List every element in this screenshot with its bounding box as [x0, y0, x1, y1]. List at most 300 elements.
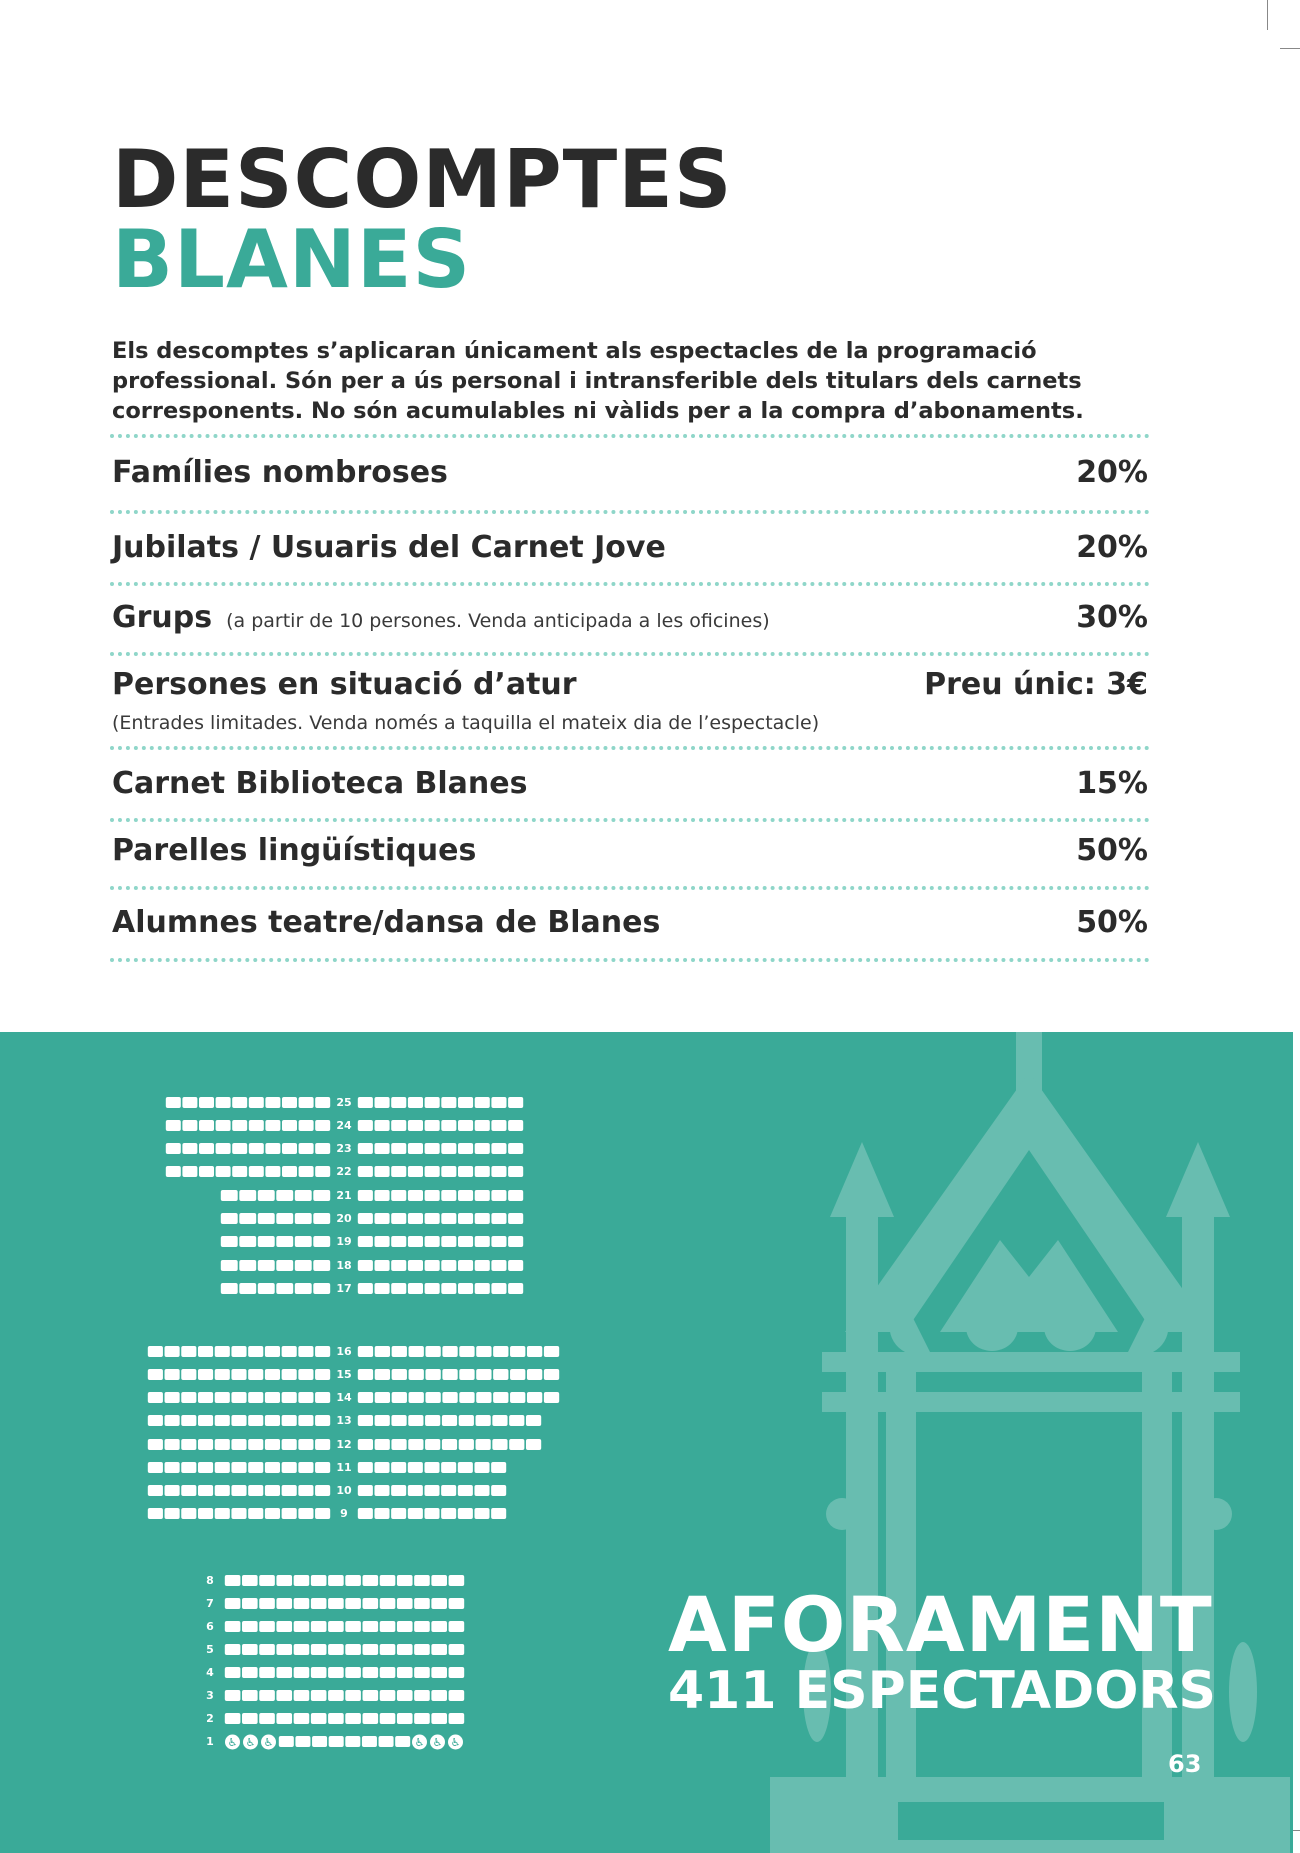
seat	[458, 1190, 473, 1201]
seat	[508, 1097, 523, 1108]
divider	[110, 958, 1150, 962]
seat	[527, 1392, 542, 1403]
seat	[475, 1120, 490, 1131]
seat	[198, 1369, 213, 1380]
seat	[248, 1439, 263, 1450]
seat	[242, 1598, 258, 1609]
seat	[311, 1690, 327, 1701]
row-number: 4	[206, 1666, 214, 1679]
seat	[215, 1462, 230, 1473]
seat	[299, 1143, 314, 1154]
seat	[259, 1598, 275, 1609]
seat	[442, 1415, 457, 1426]
seat	[508, 1260, 523, 1271]
seat	[391, 1120, 406, 1131]
seat	[491, 1485, 506, 1496]
seat	[315, 1120, 330, 1131]
seat	[345, 1621, 361, 1632]
seat	[380, 1575, 396, 1586]
seat	[397, 1713, 413, 1724]
seat	[282, 1508, 297, 1519]
seat	[225, 1644, 241, 1655]
discount-value: 30%	[1076, 600, 1148, 635]
seat	[315, 1392, 330, 1403]
seat	[312, 1736, 327, 1747]
seat	[313, 1236, 330, 1247]
seat	[294, 1598, 310, 1609]
seat	[441, 1190, 456, 1201]
seat	[276, 1283, 293, 1294]
discount-row	[112, 905, 1148, 940]
seat	[509, 1439, 524, 1450]
seat	[232, 1120, 247, 1131]
seat	[491, 1120, 506, 1131]
seat	[265, 1462, 280, 1473]
seat	[221, 1283, 238, 1294]
seat	[425, 1346, 440, 1357]
seat	[510, 1369, 525, 1380]
seat	[311, 1667, 327, 1678]
seat	[476, 1346, 491, 1357]
seat	[397, 1690, 413, 1701]
seat	[239, 1260, 256, 1271]
seat	[258, 1283, 275, 1294]
seat	[475, 1190, 490, 1201]
seat	[392, 1369, 407, 1380]
seat	[313, 1213, 330, 1224]
seat	[425, 1166, 440, 1177]
seat	[458, 1260, 473, 1271]
seat	[294, 1690, 310, 1701]
seat	[508, 1236, 523, 1247]
seat	[198, 1462, 213, 1473]
seat	[358, 1190, 373, 1201]
seat	[358, 1415, 373, 1426]
seat	[231, 1485, 246, 1496]
seat	[425, 1392, 440, 1403]
seat	[242, 1621, 258, 1632]
seat	[527, 1369, 542, 1380]
seat	[374, 1462, 389, 1473]
seat	[345, 1644, 361, 1655]
seat	[225, 1667, 241, 1678]
discount-row	[112, 600, 1148, 635]
seat	[282, 1439, 297, 1450]
seat	[375, 1260, 390, 1271]
seat	[259, 1690, 275, 1701]
seat	[315, 1346, 330, 1357]
seat	[242, 1667, 258, 1678]
seat	[198, 1485, 213, 1496]
seat	[459, 1392, 474, 1403]
seat	[199, 1143, 214, 1154]
seat	[181, 1462, 196, 1473]
seat	[491, 1260, 506, 1271]
seat	[311, 1713, 327, 1724]
row-number: 25	[336, 1096, 352, 1109]
seat	[148, 1346, 163, 1357]
seat	[474, 1508, 489, 1519]
seat	[265, 1508, 280, 1519]
seat	[345, 1713, 361, 1724]
seat	[298, 1439, 313, 1450]
seat	[276, 1621, 292, 1632]
seat	[475, 1097, 490, 1108]
seat	[425, 1120, 440, 1131]
seat	[181, 1439, 196, 1450]
seat	[375, 1346, 390, 1357]
seat	[232, 1166, 247, 1177]
seat	[298, 1415, 313, 1426]
seat	[276, 1260, 293, 1271]
seat	[198, 1392, 213, 1403]
row-number: 12	[336, 1438, 352, 1451]
seat	[232, 1143, 247, 1154]
seat	[315, 1415, 330, 1426]
seat	[491, 1097, 506, 1108]
seat	[358, 1166, 373, 1177]
seat	[408, 1260, 423, 1271]
seat	[475, 1213, 490, 1224]
seat	[510, 1392, 525, 1403]
seat	[363, 1575, 379, 1586]
seat	[231, 1439, 246, 1450]
seat	[449, 1713, 465, 1724]
discount-row	[112, 833, 1148, 868]
seat	[475, 1166, 490, 1177]
seat	[315, 1508, 330, 1519]
seat	[265, 1097, 280, 1108]
seat	[225, 1690, 241, 1701]
seat	[392, 1346, 407, 1357]
seat	[225, 1713, 241, 1724]
seat	[391, 1190, 406, 1201]
seat	[441, 1260, 456, 1271]
seat	[395, 1736, 410, 1747]
seat	[276, 1690, 292, 1701]
seat	[363, 1644, 379, 1655]
seat	[282, 1097, 297, 1108]
discount-value: 50%	[1076, 905, 1148, 940]
seat	[279, 1736, 294, 1747]
seat	[408, 1236, 423, 1247]
seat	[328, 1713, 344, 1724]
seating-map	[0, 1032, 600, 1853]
seat	[249, 1143, 264, 1154]
row-number: 20	[336, 1212, 352, 1225]
discount-row	[112, 667, 1148, 734]
seat	[391, 1236, 406, 1247]
row-number: 14	[336, 1391, 352, 1404]
seat	[508, 1283, 523, 1294]
seat	[282, 1346, 297, 1357]
seat	[276, 1190, 293, 1201]
row-number: 17	[336, 1282, 352, 1295]
seat	[242, 1575, 258, 1586]
seat	[424, 1485, 439, 1496]
divider	[110, 746, 1150, 750]
seat	[231, 1462, 246, 1473]
seat	[414, 1713, 430, 1724]
seat	[425, 1260, 440, 1271]
wheelchair-icon	[412, 1735, 427, 1750]
seat	[298, 1462, 313, 1473]
seat	[397, 1667, 413, 1678]
seat	[259, 1575, 275, 1586]
row-number: 16	[336, 1345, 352, 1358]
seat	[311, 1598, 327, 1609]
seat	[491, 1283, 506, 1294]
seat	[258, 1260, 275, 1271]
seat	[182, 1143, 197, 1154]
seat	[408, 1439, 423, 1450]
seat	[259, 1713, 275, 1724]
row-number: 24	[336, 1119, 352, 1132]
seat	[225, 1598, 241, 1609]
seat	[380, 1713, 396, 1724]
seat	[425, 1213, 440, 1224]
seat	[265, 1346, 280, 1357]
seat	[295, 1190, 312, 1201]
seat	[345, 1690, 361, 1701]
seat	[475, 1260, 490, 1271]
seat	[509, 1415, 524, 1426]
divider	[110, 886, 1150, 890]
seat	[431, 1690, 447, 1701]
seat	[408, 1213, 423, 1224]
seat	[249, 1120, 264, 1131]
seating-panel	[0, 1032, 1293, 1853]
seat	[225, 1575, 241, 1586]
seat	[345, 1575, 361, 1586]
seat	[198, 1346, 213, 1357]
seat	[148, 1508, 163, 1519]
seat	[526, 1439, 541, 1450]
seat	[408, 1120, 423, 1131]
seat	[248, 1369, 263, 1380]
seat	[491, 1508, 506, 1519]
seat	[232, 1097, 247, 1108]
seat	[508, 1120, 523, 1131]
seat	[148, 1439, 163, 1450]
seat	[248, 1415, 263, 1426]
seat	[265, 1415, 280, 1426]
seat	[362, 1736, 377, 1747]
seat	[363, 1667, 379, 1678]
seat	[375, 1439, 390, 1450]
seat	[328, 1575, 344, 1586]
seat	[276, 1236, 293, 1247]
svg-text:♿: ♿	[450, 1736, 461, 1749]
seat	[182, 1120, 197, 1131]
seat	[431, 1667, 447, 1678]
row-number: 13	[336, 1414, 352, 1427]
seat	[431, 1644, 447, 1655]
svg-text:♿: ♿	[245, 1736, 256, 1749]
seat	[375, 1283, 390, 1294]
seat	[491, 1166, 506, 1177]
seat	[449, 1667, 465, 1678]
seat	[298, 1392, 313, 1403]
page-number: 63	[1168, 1750, 1202, 1778]
row-number: 9	[340, 1507, 348, 1520]
seat	[315, 1462, 330, 1473]
row-number: 8	[206, 1574, 214, 1587]
seat	[328, 1644, 344, 1655]
seat	[313, 1283, 330, 1294]
seat	[181, 1415, 196, 1426]
seat	[345, 1598, 361, 1609]
seat	[248, 1392, 263, 1403]
discount-value: 20%	[1076, 530, 1148, 565]
seat	[459, 1346, 474, 1357]
seat	[375, 1166, 390, 1177]
seat	[259, 1621, 275, 1632]
seat	[414, 1667, 430, 1678]
seat	[424, 1508, 439, 1519]
seat	[441, 1143, 456, 1154]
seat	[458, 1120, 473, 1131]
seat	[397, 1575, 413, 1586]
crop-mark-top	[1267, 0, 1268, 30]
wheelchair-icon	[243, 1735, 258, 1750]
seat	[282, 1485, 297, 1496]
seat	[242, 1713, 258, 1724]
row-number: 15	[336, 1368, 352, 1381]
seat	[491, 1213, 506, 1224]
seat	[239, 1213, 256, 1224]
seat	[375, 1213, 390, 1224]
seat	[508, 1190, 523, 1201]
seat	[476, 1415, 491, 1426]
title-line-1: DESCOMPTES	[112, 133, 733, 226]
seat	[425, 1369, 440, 1380]
seat	[276, 1667, 292, 1678]
divider	[110, 510, 1150, 514]
seat	[425, 1283, 440, 1294]
seat	[391, 1462, 406, 1473]
seat	[379, 1736, 394, 1747]
seat	[374, 1485, 389, 1496]
seat	[409, 1346, 424, 1357]
seat	[165, 1369, 180, 1380]
seat	[544, 1392, 559, 1403]
seat	[165, 1392, 180, 1403]
seat	[358, 1260, 373, 1271]
seat	[474, 1462, 489, 1473]
seat	[295, 1236, 312, 1247]
discount-value: 20%	[1076, 455, 1148, 490]
discount-row	[112, 766, 1148, 801]
seat	[181, 1369, 196, 1380]
seat	[375, 1097, 390, 1108]
seat	[148, 1462, 163, 1473]
seat	[181, 1485, 196, 1496]
seat	[491, 1462, 506, 1473]
discount-label: Alumnes teatre/dansa de Blanes	[112, 905, 661, 940]
crop-mark-top-right	[1280, 48, 1300, 49]
seat	[282, 1415, 297, 1426]
seat	[358, 1213, 373, 1224]
seat	[258, 1190, 275, 1201]
seat	[231, 1508, 246, 1519]
seat	[458, 1508, 473, 1519]
seat	[248, 1462, 263, 1473]
seat	[363, 1598, 379, 1609]
seat	[328, 1598, 344, 1609]
seat	[311, 1575, 327, 1586]
seat	[165, 1415, 180, 1426]
seat	[166, 1143, 181, 1154]
seat	[442, 1346, 457, 1357]
seat	[441, 1508, 456, 1519]
seat	[476, 1439, 491, 1450]
seat	[165, 1439, 180, 1450]
seat	[358, 1120, 373, 1131]
seat	[458, 1236, 473, 1247]
row-number: 6	[206, 1620, 214, 1633]
seat	[425, 1415, 440, 1426]
seat	[148, 1485, 163, 1496]
seat	[441, 1166, 456, 1177]
seat	[198, 1508, 213, 1519]
seat	[181, 1346, 196, 1357]
seat	[258, 1213, 275, 1224]
seat	[148, 1392, 163, 1403]
seat	[165, 1346, 180, 1357]
seat	[408, 1166, 423, 1177]
seat	[491, 1143, 506, 1154]
seat	[295, 1283, 312, 1294]
seat	[242, 1644, 258, 1655]
seat	[408, 1283, 423, 1294]
discount-label: Parelles lingüístiques	[112, 833, 477, 868]
seat	[424, 1462, 439, 1473]
seat	[397, 1644, 413, 1655]
svg-text:♿: ♿	[227, 1736, 238, 1749]
seat	[259, 1667, 275, 1678]
seat	[298, 1508, 313, 1519]
seat	[431, 1713, 447, 1724]
seat	[375, 1236, 390, 1247]
discount-label: Famílies nombroses	[112, 455, 448, 490]
seat	[458, 1143, 473, 1154]
seat	[493, 1346, 508, 1357]
seat	[476, 1369, 491, 1380]
seat	[358, 1439, 373, 1450]
seat	[249, 1097, 264, 1108]
seat	[363, 1690, 379, 1701]
discount-label: Carnet Biblioteca Blanes	[112, 766, 528, 801]
seat	[221, 1190, 238, 1201]
seat	[358, 1236, 373, 1247]
seat	[181, 1508, 196, 1519]
divider	[110, 818, 1150, 822]
seat	[408, 1485, 423, 1496]
seat	[276, 1713, 292, 1724]
seat	[458, 1213, 473, 1224]
seat	[328, 1667, 344, 1678]
seat	[441, 1213, 456, 1224]
seat	[408, 1415, 423, 1426]
page-title	[112, 133, 733, 306]
discount-note: (Entrades limitades. Venda només a taquilla el mateix dia de l’espectacle)	[112, 712, 820, 734]
wheelchair-icon	[225, 1735, 240, 1750]
seat	[441, 1462, 456, 1473]
seat	[358, 1143, 373, 1154]
seat	[492, 1439, 507, 1450]
seat	[358, 1508, 373, 1519]
